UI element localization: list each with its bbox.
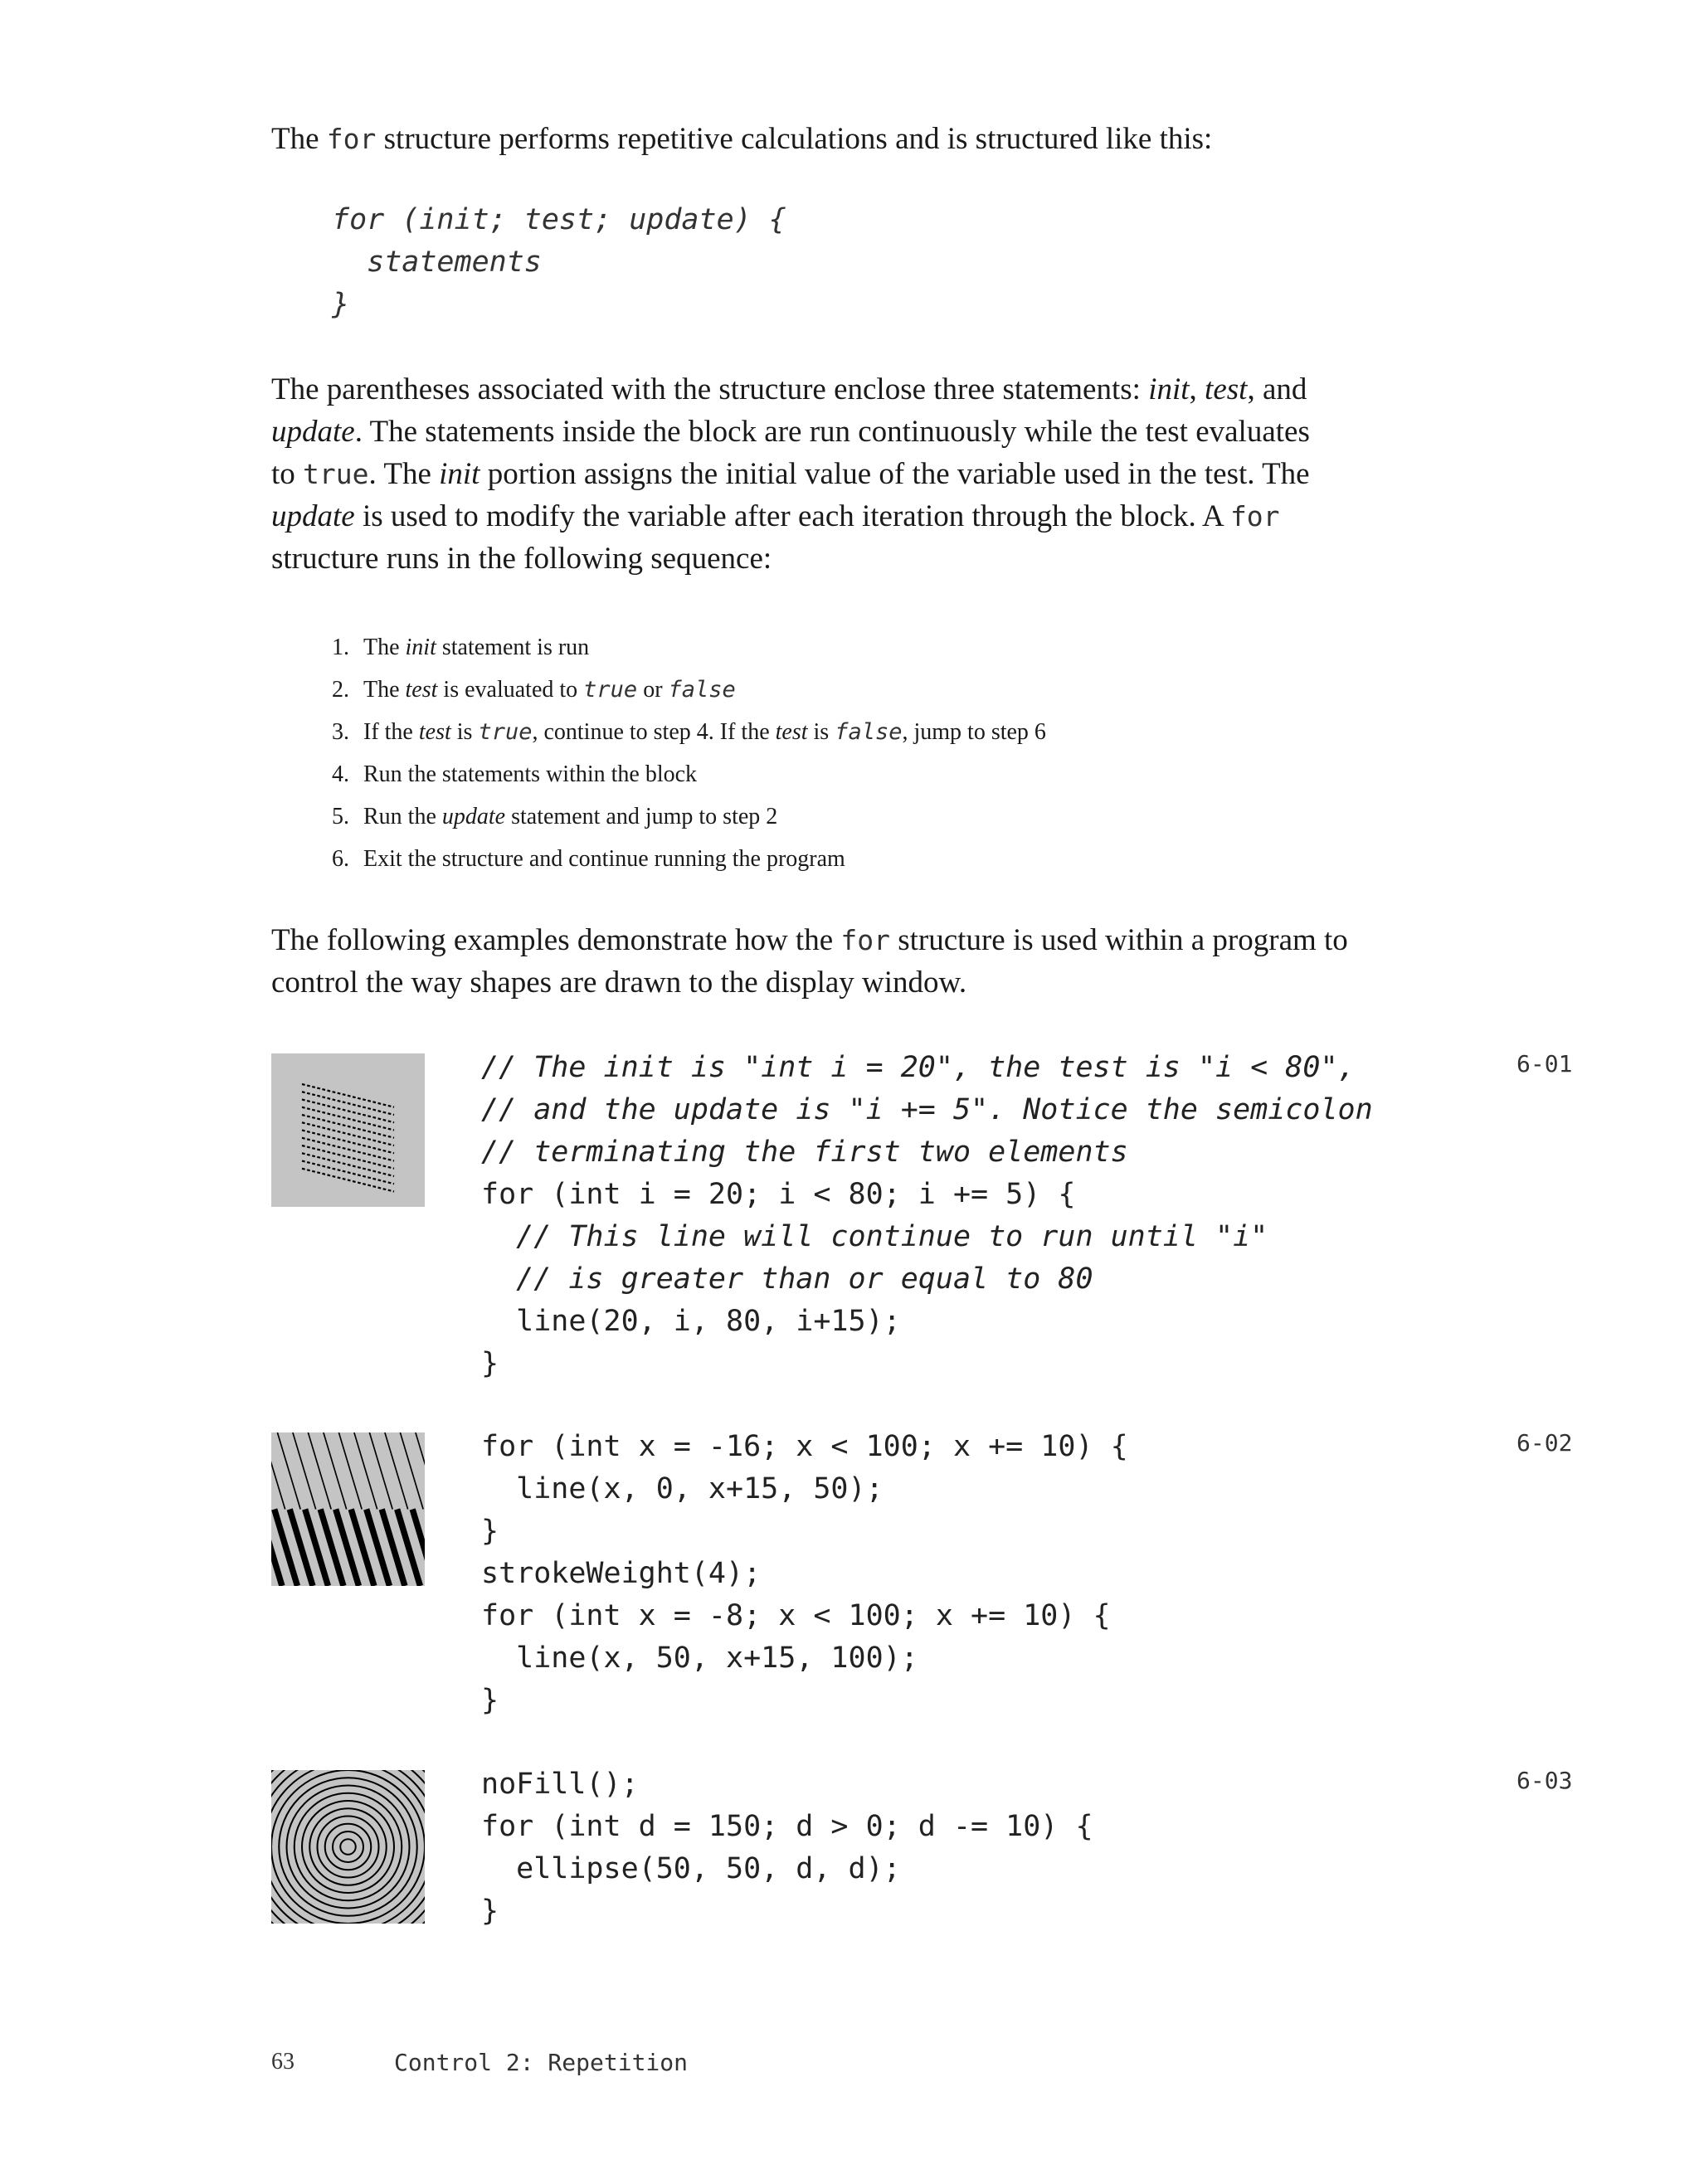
sketch-line xyxy=(277,1432,300,1510)
sketch-line xyxy=(308,1432,331,1510)
list-item xyxy=(332,753,1046,795)
syntax-line: statements xyxy=(332,246,542,279)
code-line: line(x, 50, x+15, 100); xyxy=(481,1642,918,1675)
para-line xyxy=(271,368,1310,411)
sketch-line xyxy=(385,1432,408,1510)
example-number: 6-03 xyxy=(1516,1767,1573,1794)
sketch-circle xyxy=(302,1801,394,1893)
code-line: // This line will continue to run until "i" xyxy=(481,1220,1268,1253)
sketch-circle xyxy=(333,1831,363,1862)
syntax-line: for (init; test; update) { xyxy=(332,203,786,236)
for-keyword: for xyxy=(840,924,890,956)
code-line: // is greater than or equal to 80 xyxy=(481,1262,1093,1296)
code-line: line(x, 0, x+15, 50); xyxy=(481,1472,884,1505)
intro-paragraph xyxy=(271,118,1212,160)
text-run: The parentheses associated with the structure enclose three statements: xyxy=(271,372,1149,406)
chapter-title: Control 2: Repetition xyxy=(394,2049,689,2076)
for-keyword: for xyxy=(326,123,377,155)
code-line: ellipse(50, 50, d, d); xyxy=(481,1852,901,1885)
step-number: 1. xyxy=(332,635,349,660)
for-keyword: for xyxy=(1229,500,1280,533)
sketch-line xyxy=(271,1432,285,1510)
text-run: portion assigns the initial value of the variable used in the test. The xyxy=(480,457,1310,491)
para-line: structure runs in the following sequence: xyxy=(271,542,772,576)
diagonal-lines-sketch xyxy=(271,1432,425,1586)
sketch-circle xyxy=(287,1786,410,1909)
list-item xyxy=(332,669,1046,711)
code-line: noFill(); xyxy=(481,1768,639,1801)
intro-text-post: structure performs repetitive calculations and is structured like this: xyxy=(376,122,1213,156)
list-item xyxy=(332,795,1046,838)
term-init: init xyxy=(405,635,436,660)
sketch-line xyxy=(324,1432,347,1510)
examples-intro-paragraph xyxy=(271,919,1348,1004)
code-line: // The init is "int i = 20", the test is "i < 80", xyxy=(481,1051,1356,1084)
list-item xyxy=(332,838,1046,880)
term-test: test xyxy=(418,719,451,745)
term-test: test xyxy=(775,719,808,745)
text-run: is used to modify the variable after each iteration through the block. A xyxy=(354,499,1230,533)
sketch-circle xyxy=(318,1817,379,1878)
execution-steps-list xyxy=(332,626,1046,880)
sketch-line xyxy=(338,1432,362,1510)
term-update: update xyxy=(271,415,355,449)
text-run: or xyxy=(637,677,669,703)
sketch-circle xyxy=(340,1839,356,1855)
sketch-line xyxy=(293,1432,316,1510)
text-run: , jump to step 6 xyxy=(902,719,1046,745)
sketch-circle xyxy=(279,1778,417,1916)
text-run: is xyxy=(450,719,479,745)
concentric-circles-sketch xyxy=(271,1770,425,1924)
example-6-01-code xyxy=(481,1047,1373,1385)
term-init: init xyxy=(1148,372,1190,406)
sketch-line xyxy=(369,1432,392,1510)
text-run: . The statements inside the block are run continuously while the test evaluates xyxy=(354,415,1310,449)
code-line: } xyxy=(481,1895,499,1928)
list-item xyxy=(332,626,1046,669)
example-6-02-code xyxy=(481,1426,1128,1722)
term-test: test xyxy=(405,677,438,703)
code-line: } xyxy=(481,1347,499,1380)
term-update: update xyxy=(271,499,355,533)
false-keyword: false xyxy=(835,719,903,745)
sketch-line xyxy=(400,1432,423,1510)
true-keyword: true xyxy=(583,677,638,703)
example-6-03-code xyxy=(481,1763,1093,1933)
sketch-line xyxy=(354,1432,377,1510)
step-number: 4. xyxy=(332,761,349,787)
code-line: for (int x = -16; x < 100; x += 10) { xyxy=(481,1430,1128,1463)
code-line: for (int d = 150; d > 0; d -= 10) { xyxy=(481,1810,1093,1843)
term-update: update xyxy=(441,804,506,829)
text-run: is xyxy=(807,719,835,745)
text-run: , xyxy=(1189,372,1205,406)
step-number: 3. xyxy=(332,719,349,745)
text-run: The xyxy=(363,635,406,660)
step-number: 5. xyxy=(332,804,349,829)
para-line xyxy=(271,411,1310,453)
text-run: . The xyxy=(368,457,440,491)
example-number: 6-02 xyxy=(1516,1429,1573,1457)
sketch-circle xyxy=(309,1808,387,1885)
example-6-01-output-image xyxy=(271,1053,425,1207)
code-line: strokeWeight(4); xyxy=(481,1557,762,1590)
text-run: Exit the structure and continue running the program xyxy=(363,846,845,872)
text-run: statement and jump to step 2 xyxy=(505,804,778,829)
page-number: 63 xyxy=(271,2049,295,2075)
false-keyword: false xyxy=(668,677,736,703)
example-number: 6-01 xyxy=(1516,1050,1573,1077)
list-item xyxy=(332,711,1046,753)
code-line: for (int i = 20; i < 80; i += 5) { xyxy=(481,1178,1076,1211)
text-run: to xyxy=(271,457,304,491)
text-run: , continue to step 4. If the xyxy=(532,719,776,745)
code-line: } xyxy=(481,1515,499,1548)
text-run: is evaluated to xyxy=(437,677,584,703)
example-6-03-output-image xyxy=(271,1770,425,1924)
step-number: 2. xyxy=(332,677,349,703)
text-run: , and xyxy=(1247,372,1307,406)
para-line xyxy=(271,453,1310,495)
intro-text-pre: The xyxy=(271,122,327,156)
term-test: test xyxy=(1205,372,1248,406)
example-6-02-output-image xyxy=(271,1432,425,1586)
code-line: line(20, i, 80, i+15); xyxy=(481,1305,901,1338)
structure-explanation-paragraph xyxy=(271,368,1310,580)
para-line xyxy=(271,495,1310,537)
text-run: The following examples demonstrate how the xyxy=(271,923,841,957)
step-number: 6. xyxy=(332,846,349,872)
text-run: If the xyxy=(363,719,419,745)
syntax-line: } xyxy=(332,288,350,321)
text-run: The xyxy=(363,677,406,703)
text-run: Run the statements within the block xyxy=(363,761,698,787)
code-line: // and the update is "i += 5". Notice the semicolon xyxy=(481,1093,1373,1126)
para-line xyxy=(271,919,1348,961)
for-syntax-block xyxy=(332,199,786,326)
code-line: } xyxy=(481,1684,499,1717)
code-line: // terminating the first two elements xyxy=(481,1136,1128,1169)
term-init: init xyxy=(439,457,480,491)
code-line: for (int x = -8; x < 100; x += 10) { xyxy=(481,1599,1111,1632)
para-line: control the way shapes are drawn to the display window. xyxy=(271,966,967,1000)
true-keyword: true xyxy=(303,458,369,490)
text-run: Run the xyxy=(363,804,442,829)
horizontal-lines-sketch xyxy=(271,1053,425,1207)
text-run: statement is run xyxy=(436,635,590,660)
text-run: structure is used within a program to xyxy=(890,923,1348,957)
true-keyword: true xyxy=(478,719,533,745)
